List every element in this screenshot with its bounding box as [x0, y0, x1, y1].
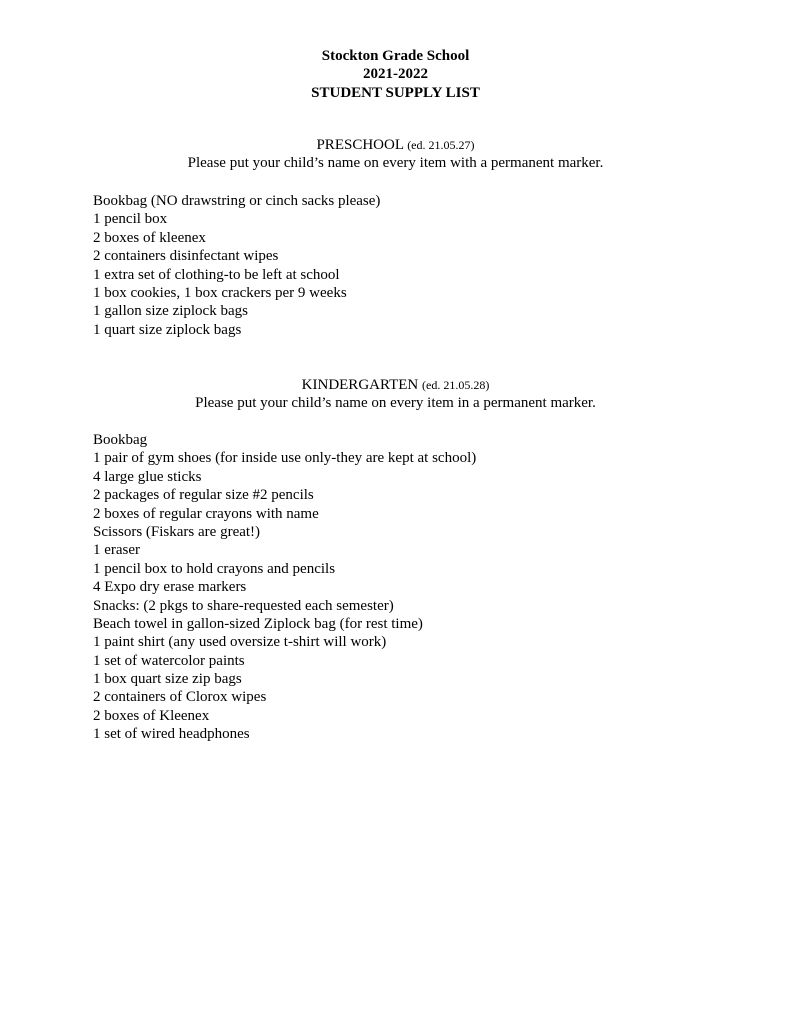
list-item: 1 set of watercolor paints	[93, 652, 245, 669]
list-item: Bookbag (NO drawstring or cinch sacks please)	[93, 193, 381, 209]
list-item: 4 Expo dry erase markers	[93, 579, 247, 596]
list-item: Bookbag	[93, 432, 148, 448]
kindergarten-section-title	[0, 376, 791, 413]
preschool-section-title	[0, 136, 791, 173]
list-item: 1 set of wired headphones	[93, 726, 250, 743]
list-item: 1 extra set of clothing-to be left at school	[93, 266, 340, 283]
list-item: 2 containers disinfectant wipes	[93, 248, 279, 265]
list-item: Beach towel in gallon-sized Ziplock bag (for rest time)	[93, 615, 423, 632]
list-item: 1 paint shirt (any used oversize t-shirt will work)	[93, 634, 387, 651]
kindergarten-edition: (ed. 21.05.28)	[422, 378, 490, 392]
preschool-note: Please put your child’s name on every item with a permanent marker.	[187, 155, 604, 172]
kindergarten-supply-list	[93, 431, 476, 744]
school-year: 2021-2022	[363, 66, 428, 83]
preschool-edition: (ed. 21.05.27)	[407, 138, 475, 152]
list-item: 1 box quart size zip bags	[93, 671, 242, 688]
list-item: 2 containers of Clorox wipes	[93, 689, 267, 706]
document-title: STUDENT SUPPLY LIST	[311, 84, 480, 101]
list-item: 1 quart size ziplock bags	[93, 321, 242, 338]
list-item: 2 boxes of kleenex	[93, 229, 206, 246]
list-item: 4 large glue sticks	[93, 468, 202, 485]
document-header	[0, 47, 791, 102]
list-item: 1 pencil box to hold crayons and pencils	[93, 560, 336, 577]
school-name: Stockton Grade School	[321, 48, 470, 64]
list-item: 2 boxes of regular crayons with name	[93, 505, 319, 522]
kindergarten-note: Please put your child’s name on every item in a permanent marker.	[195, 395, 596, 412]
list-item: Scissors (Fiskars are great!)	[93, 523, 261, 540]
preschool-heading: PRESCHOOL	[316, 137, 404, 153]
list-item: 1 pair of gym shoes (for inside use only-they are kept at school)	[93, 450, 477, 467]
list-item: 1 pencil box	[93, 211, 168, 228]
list-item: 1 eraser	[93, 542, 141, 559]
kindergarten-heading: KINDERGARTEN	[301, 377, 419, 393]
list-item: Snacks: (2 pkgs to share-requested each semester)	[93, 597, 394, 614]
preschool-supply-list	[93, 192, 380, 339]
list-item: 1 box cookies, 1 box crackers per 9 weeks	[93, 284, 347, 301]
list-item: 2 boxes of Kleenex	[93, 707, 210, 724]
list-item: 1 gallon size ziplock bags	[93, 303, 248, 320]
list-item: 2 packages of regular size #2 pencils	[93, 487, 314, 504]
